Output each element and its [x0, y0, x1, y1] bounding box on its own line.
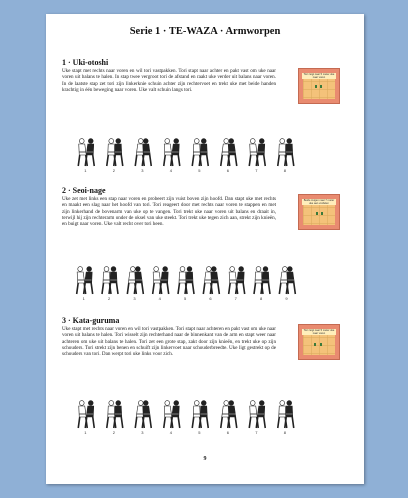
- section-text: Uke stapt met rechts naar voren en wil tori vastpakken. Tori stapt naar achter en pakt vast om uke naar voren uit balans te halen. In stap twee vergroot tori de afstand en raakt uke verder uit balans naar voren. In de laatste stap zet tori zijn linkerknie schuin achter zijn rechtervoet en trekt uke met beide handen krachtig in één beweging naar voren. Uke valt schuin langs tori.: [62, 68, 276, 93]
- step-number: 8: [283, 430, 286, 435]
- mat-diagram: [292, 324, 344, 360]
- step-number: 7: [234, 296, 237, 301]
- tori-marker: [314, 343, 316, 346]
- page-number: 9: [203, 456, 207, 462]
- step-number: 8: [260, 296, 263, 301]
- step-number: 6: [226, 168, 229, 173]
- tori-figure: [286, 267, 295, 294]
- mat-diagram: [292, 68, 344, 104]
- section-seoi-nage: [62, 186, 350, 301]
- figure-sequence: [68, 136, 308, 168]
- step-number: 6: [209, 296, 212, 301]
- tori-figure: [84, 267, 93, 294]
- tori-figure: [228, 401, 237, 428]
- step-number: 5: [198, 430, 201, 435]
- tori-figure: [114, 401, 123, 428]
- safety-zone: [298, 324, 340, 360]
- tori-figure: [285, 139, 294, 166]
- step-number: 4: [169, 168, 172, 173]
- tori-figure: [199, 401, 208, 428]
- tori-figure: [228, 139, 237, 166]
- uke-marker: [321, 212, 323, 215]
- tori-figure: [142, 401, 151, 428]
- safety-zone: [298, 68, 340, 104]
- book-page: [46, 14, 364, 484]
- safety-zone: [298, 194, 340, 230]
- tori-figure: [261, 267, 270, 294]
- step-number: 1: [82, 296, 85, 301]
- step-number: 2: [112, 430, 115, 435]
- step-number: 7: [255, 168, 258, 173]
- tori-figure: [142, 139, 151, 166]
- step-number: 9: [285, 296, 288, 301]
- step-number: 1: [84, 430, 87, 435]
- step-numbers: [68, 296, 308, 302]
- tori-figure: [114, 139, 123, 166]
- step-number: 3: [133, 296, 136, 301]
- tori-figure: [160, 267, 169, 294]
- tori-figure: [256, 401, 265, 428]
- uke-marker: [320, 343, 322, 346]
- section-text: Uke zet met links een stap naar voren en probeert zijn vuist boven zijn hoofd. Dan stapt uke met rechts en maakt een slag naar het hoofd van tori. Tori reageert door met rechts naar voren te stappen en met zijn linkerhand de bovenarm van uke op te vangen. Tori trekt uke naar voren uit balans en draait in, terwijl hij zijn rechterarm onder de oksel van uke steekt. Tori trekt uke tegen zich aan, strekt zijn knieën, en buigt naar voren. Uke valt recht over tori heen.: [62, 196, 276, 228]
- tori-figure: [285, 401, 294, 428]
- step-number: 7: [255, 430, 258, 435]
- tori-figure: [85, 401, 94, 428]
- diagram-label: Tori zeigt naar 5 meter uke naar voren: [303, 73, 335, 79]
- tori-figure: [199, 139, 208, 166]
- figure-sequence: [68, 264, 308, 296]
- section-text: Uke stapt met rechts naar voren en wil tori vastpakken. Tori stapt naar achteren en pakt vast om uke naar voren uit balans te halen. Tori wisselt zijn rechterhand naar de binnenkant van de arm en stapt weer naar achteren om uke uit balans te halen. Tori zet een grote stap, zakt door zijn knieën, en trekt uke op zijn schouders. Tori strekt zijn benen en schuift zijn linkervoet naar schouderbreedte. Uke ligt gestrekt op de schouders van tori. Dan werpt tori uke links voor zich.: [62, 326, 276, 358]
- tori-marker: [316, 212, 318, 215]
- step-number: 4: [158, 296, 161, 301]
- section-heading: 2 · Seoi-nage: [62, 186, 106, 195]
- step-number: 6: [226, 430, 229, 435]
- tori-figure: [236, 267, 245, 294]
- tori-figure: [134, 267, 143, 294]
- step-number: 3: [141, 430, 144, 435]
- diagram-label: Beide zeigen naar 7 meter uke aan vordelen: [303, 199, 335, 205]
- step-numbers: [68, 430, 308, 436]
- tori-figure: [171, 401, 180, 428]
- section-heading: 1 · Uki-otoshi: [62, 58, 109, 67]
- step-number: 1: [84, 168, 87, 173]
- page-title: Serie 1 · TE-WAZA · Armworpen: [129, 26, 281, 37]
- section-kata-guruma: [62, 316, 350, 435]
- step-number: 2: [108, 296, 111, 301]
- tori-figure: [185, 267, 194, 294]
- step-numbers: [68, 168, 308, 174]
- tori-figure: [256, 139, 265, 166]
- step-number: 8: [283, 168, 286, 173]
- uke-marker: [320, 85, 322, 88]
- step-number: 3: [141, 168, 144, 173]
- diagram-label: Tori zeigt naar 5 meter uke naar voren: [303, 329, 335, 335]
- mat-diagram: [292, 194, 344, 230]
- tori-figure: [210, 267, 219, 294]
- step-number: 2: [112, 168, 115, 173]
- step-number: 5: [184, 296, 187, 301]
- step-number: 4: [169, 430, 172, 435]
- tori-figure: [171, 139, 180, 166]
- section-uki-otoshi: [62, 58, 350, 173]
- section-heading: 3 · Kata-guruma: [62, 316, 120, 325]
- step-number: 5: [198, 168, 201, 173]
- tori-marker: [315, 85, 317, 88]
- tori-figure: [109, 267, 118, 294]
- figure-sequence: [68, 398, 308, 430]
- tori-figure: [85, 139, 94, 166]
